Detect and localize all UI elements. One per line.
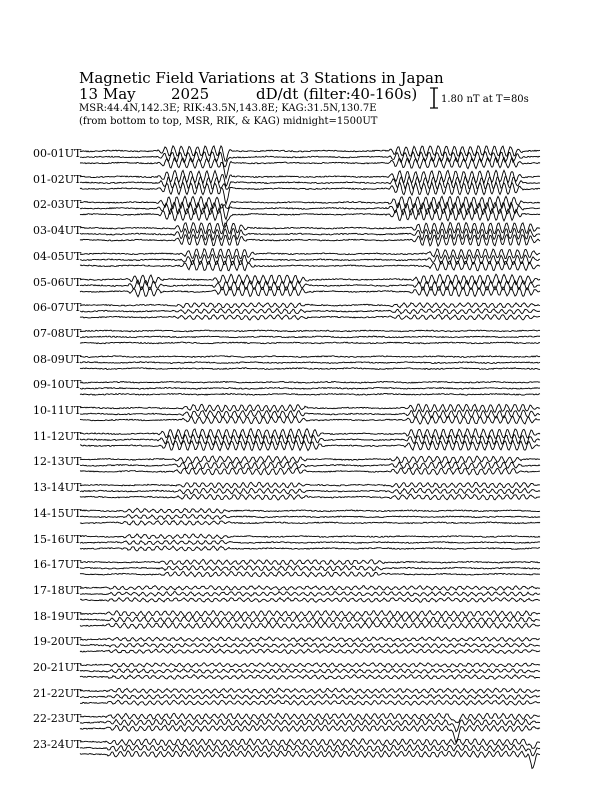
chart-title: Magnetic Field Variations at 3 Stations in Japan (79, 69, 444, 87)
trace-rik (80, 488, 540, 494)
hour-label: 11-12UT (33, 429, 82, 443)
trace-msr (80, 342, 540, 344)
trace-kag (80, 429, 540, 439)
hour-label: 00-01UT (33, 147, 82, 160)
hour-row (80, 637, 540, 654)
station-coordinates: MSR:44.4N,142.3E; RIK:43.5N,143.8E; KAG:31.5N,130.7E (79, 103, 377, 114)
hour-label: 05-06UT (33, 275, 82, 289)
hour-row (80, 274, 540, 297)
chart-year: 2025 (171, 85, 210, 103)
trace-msr (80, 675, 540, 680)
trace-kag (80, 356, 540, 358)
data-type-label: dD/dt (filter:40-160s) (256, 85, 418, 103)
trace-kag (80, 222, 540, 233)
hour-label: 20-21UT (33, 661, 82, 674)
trace-kag (80, 739, 540, 749)
trace-kag (80, 611, 540, 617)
trace-msr (80, 468, 540, 475)
trace-msr (80, 393, 540, 395)
hour-label: 09-10UT (33, 378, 82, 392)
trace-rik (80, 540, 540, 545)
trace-kag (80, 663, 540, 668)
trace-msr (80, 725, 540, 742)
trace-msr (80, 286, 540, 296)
hour-label: 08-09UT (33, 352, 82, 366)
hour-label: 21-22UT (33, 686, 82, 700)
trace-msr (80, 546, 540, 551)
hour-row (80, 303, 540, 320)
hour-row (80, 356, 540, 370)
hour-row (80, 170, 540, 204)
trace-rik (80, 176, 540, 189)
hour-label: 13-14UT (33, 481, 82, 495)
hour-label: 19-20UT (33, 635, 82, 649)
trace-msr (80, 368, 540, 370)
trace-kag (80, 688, 540, 693)
trace-rik (80, 228, 540, 240)
trace-rik (80, 280, 540, 290)
trace-msr (80, 494, 540, 500)
trace-rik (80, 362, 540, 364)
trace-rik (80, 669, 540, 673)
trace-kag (80, 330, 540, 332)
trace-msr (80, 571, 540, 576)
hour-label: 10-11UT (33, 404, 82, 417)
trace-kag (80, 249, 540, 259)
trace-rik (80, 566, 540, 571)
hour-row (80, 688, 540, 705)
trace-kag (80, 456, 540, 463)
trace-msr (80, 260, 540, 271)
trace-rik (80, 719, 540, 731)
trace-msr (80, 235, 540, 247)
hour-label: 22-23UT (33, 712, 82, 726)
trace-rik (80, 308, 540, 313)
trace-kag (80, 508, 540, 513)
trace-kag (80, 482, 540, 488)
chart-date: 13 May (79, 85, 136, 103)
trace-msr (80, 598, 540, 603)
hour-row (80, 482, 540, 500)
hour-row (80, 611, 540, 629)
trace-rik (80, 255, 540, 266)
trace-msr (80, 623, 540, 629)
hour-label: 04-05UT (33, 249, 82, 263)
trace-rik (80, 387, 540, 389)
hour-label: 01-02UT (33, 172, 82, 186)
hour-label: 18-19UT (33, 609, 82, 623)
hour-row (80, 456, 540, 475)
hour-row (80, 586, 540, 603)
trace-msr (80, 208, 540, 227)
trace-rik (80, 336, 540, 338)
trace-rik (80, 514, 540, 519)
hour-row (80, 713, 540, 742)
hour-row (80, 249, 540, 271)
hour-row (80, 381, 540, 395)
trace-rik (80, 617, 540, 623)
hour-label: 03-04UT (33, 224, 82, 238)
trace-kag (80, 637, 540, 642)
hour-label: 07-08UT (33, 326, 82, 340)
trace-msr (80, 700, 540, 705)
hour-row (80, 404, 540, 424)
hour-label: 06-07UT (33, 301, 82, 315)
trace-kag (80, 274, 540, 285)
trace-rik (80, 694, 540, 699)
hour-label: 15-16UT (33, 532, 82, 546)
trace-order-note: (from bottom to top, MSR, RIK, & KAG) midnight=1500UT (79, 116, 378, 127)
trace-msr (80, 751, 540, 769)
hour-row (80, 330, 540, 344)
trace-kag (80, 303, 540, 308)
hour-row (80, 222, 540, 246)
trace-kag (80, 146, 540, 161)
hour-label: 23-24UT (33, 738, 82, 752)
trace-msr (80, 649, 540, 654)
trace-msr (80, 157, 540, 178)
trace-kag (80, 559, 540, 564)
trace-msr (80, 315, 540, 320)
trace-kag (80, 586, 540, 591)
hour-label: 16-17UT (33, 558, 82, 572)
hour-row (80, 739, 540, 769)
hour-label: 14-15UT (33, 506, 82, 520)
trace-kag (80, 381, 540, 383)
trace-rik (80, 643, 540, 648)
trace-rik (80, 592, 540, 597)
hour-row (80, 508, 540, 525)
trace-rik (80, 462, 540, 469)
hour-label: 02-03UT (33, 198, 82, 212)
hour-row (80, 534, 540, 551)
trace-msr (80, 521, 540, 526)
hour-row (80, 429, 540, 451)
hour-row (80, 663, 540, 680)
hour-row (80, 559, 540, 576)
scale-label: 1.80 nT at T=80s (441, 94, 529, 105)
hour-label: 12-13UT (33, 455, 82, 469)
trace-kag (80, 404, 540, 412)
hour-row (80, 196, 540, 227)
trace-kag (80, 534, 540, 539)
hour-label: 17-18UT (33, 583, 82, 597)
